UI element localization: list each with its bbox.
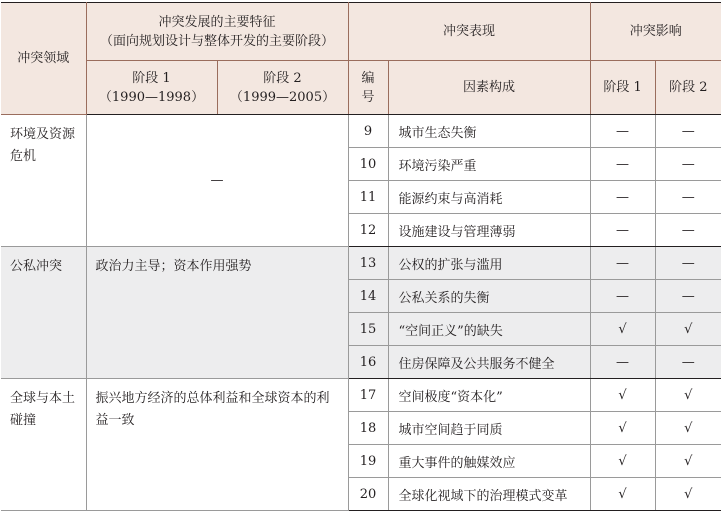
field-cell: 全球与本土碰撞 [1,379,86,511]
header-field: 冲突领域 [1,3,86,115]
row-number: 16 [348,346,388,379]
impact-stage1-cell: — [590,346,655,379]
row-number: 15 [348,313,388,346]
field-cell: 公私冲突 [1,247,86,379]
impact-stage2-cell: — [655,115,721,148]
factor-cell: 城市空间趋于同质 [388,412,590,445]
factor-cell: 重大事件的触媒效应 [388,445,590,478]
row-number: 10 [348,148,388,181]
impact-stage1-cell: √ [590,412,655,445]
impact-stage1-cell: — [590,148,655,181]
factor-cell: 公私关系的失衡 [388,280,590,313]
impact-stage2-cell: √ [655,412,721,445]
header-features [86,3,348,61]
impact-stage1-cell: — [590,280,655,313]
impact-stage1-cell: — [590,214,655,247]
header-factor: 因素构成 [388,61,590,115]
impact-stage1-cell: √ [590,478,655,511]
header-stage2-label: 阶段 2 [263,70,302,86]
factor-cell: 空间极度“资本化” [388,379,590,412]
header-stage1 [86,61,217,115]
table-row [1,247,721,280]
feature-cell: — [86,115,348,247]
impact-stage1-cell: √ [590,445,655,478]
row-number: 13 [348,247,388,280]
factor-cell: 环境污染严重 [388,148,590,181]
feature-cell: 振兴地方经济的总体利益和全球资本的利益一致 [86,379,348,511]
header-stage2 [217,61,348,115]
header-number-line2: 号 [361,89,375,105]
impact-stage2-cell: — [655,181,721,214]
feature-cell: 政治力主导；资本作用强势 [86,247,348,379]
header-impact-stage2: 阶段 2 [655,61,721,115]
conflict-table [1,2,721,511]
header-impact: 冲突影响 [590,3,721,61]
impact-stage2-cell: — [655,346,721,379]
impact-stage1-cell: — [590,247,655,280]
factor-cell: 公权的扩张与滥用 [388,247,590,280]
impact-stage2-cell: — [655,214,721,247]
header-number [348,61,388,115]
impact-stage2-cell: — [655,148,721,181]
header-number-line1: 编 [361,70,375,86]
impact-stage2-cell: √ [655,478,721,511]
row-number: 17 [348,379,388,412]
factor-cell: 城市生态失衡 [388,115,590,148]
impact-stage1-cell: √ [590,379,655,412]
impact-stage2-cell: √ [655,313,721,346]
factor-cell: 能源约束与高消耗 [388,181,590,214]
header-stage1-label: 阶段 1 [132,70,171,86]
table-row [1,379,721,412]
impact-stage1-cell: — [590,181,655,214]
header-impact-stage1: 阶段 1 [590,61,655,115]
impact-stage2-cell: √ [655,445,721,478]
factor-cell: 住房保障及公共服务不健全 [388,346,590,379]
row-number: 20 [348,478,388,511]
row-number: 14 [348,280,388,313]
row-number: 19 [348,445,388,478]
header-features-title: 冲突发展的主要特征 [158,14,276,30]
factor-cell: 设施建设与管理薄弱 [388,214,590,247]
table-row [1,115,721,148]
factor-cell: “空间正义”的缺失 [388,313,590,346]
impact-stage2-cell: √ [655,379,721,412]
row-number: 9 [348,115,388,148]
factor-cell: 全球化视域下的治理模式变革 [388,478,590,511]
impact-stage2-cell: — [655,247,721,280]
header-stage1-years: （1990—1998） [98,89,205,105]
row-number: 11 [348,181,388,214]
impact-stage1-cell: — [590,115,655,148]
impact-stage1-cell: √ [590,313,655,346]
header-stage2-years: （1999—2005） [229,89,336,105]
impact-stage2-cell: — [655,280,721,313]
header-features-subtitle: （面向规划设计与整体开发的主要阶段） [100,33,335,49]
row-number: 12 [348,214,388,247]
header-manifest: 冲突表现 [348,3,590,61]
row-number: 18 [348,412,388,445]
field-cell: 环境及资源危机 [1,115,86,247]
